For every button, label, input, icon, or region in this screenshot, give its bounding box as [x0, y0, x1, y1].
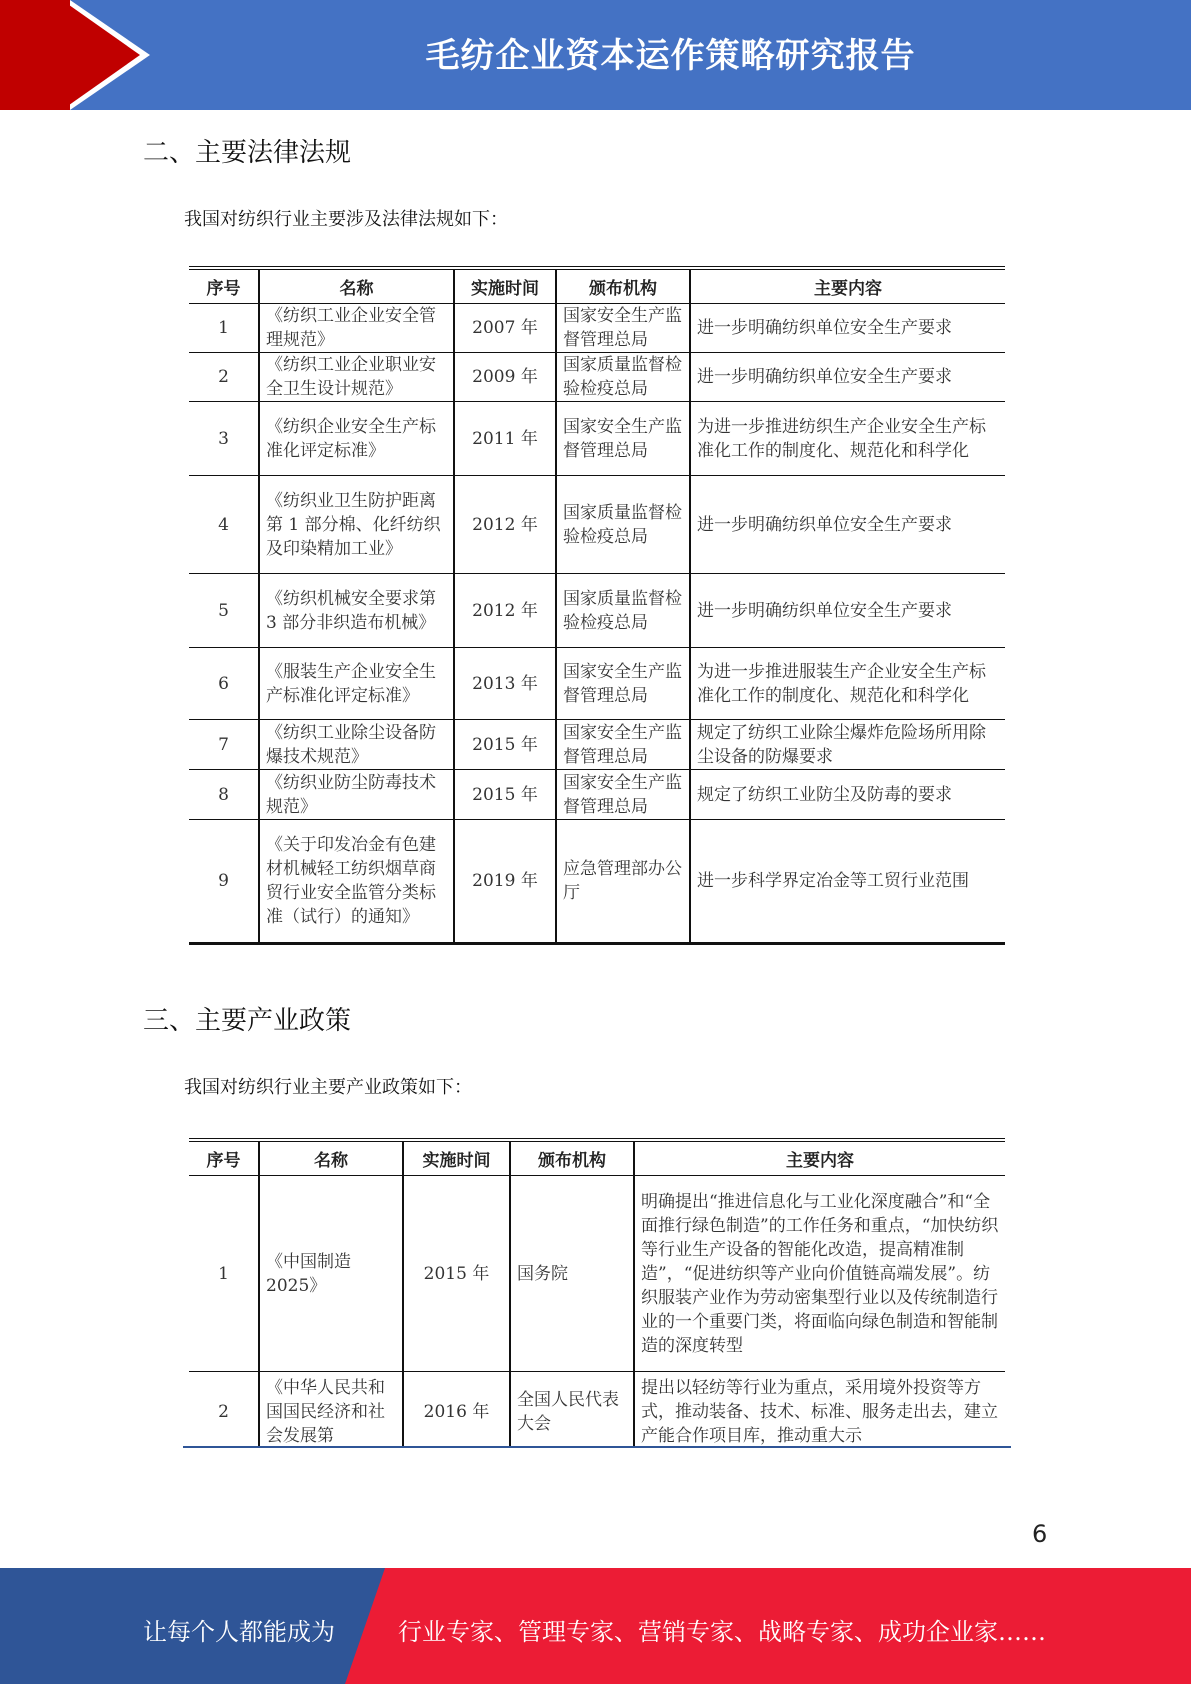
report-header	[0, 0, 1191, 110]
table-cell: 《关于印发冶金有色建材机械轻工纺织烟草商贸行业安全监管分类标准（试行）的通知》	[259, 820, 454, 944]
section-intro-laws: 我国对纺织行业主要涉及法律法规如下：	[184, 209, 508, 230]
table-row	[189, 1372, 1005, 1449]
table-cell: 国家质量监督检验检疫总局	[556, 476, 690, 574]
policies-table-clip	[189, 1138, 1005, 1448]
footer-slogan-right: 行业专家、管理专家、营销专家、战略专家、成功企业家……	[398, 1618, 1046, 1646]
table-cell: 国家质量监督检验检疫总局	[556, 353, 690, 402]
table-cell: 进一步明确纺织单位安全生产要求	[690, 574, 1005, 648]
table-cell: 《中国制造2025》	[259, 1176, 403, 1372]
table-cell: 5	[189, 574, 259, 648]
table-cell: 4	[189, 476, 259, 574]
table-row	[189, 770, 1005, 820]
table-header-cell: 颁布机构	[510, 1140, 634, 1176]
header-red-block	[0, 0, 70, 110]
table-cell: 1	[189, 1176, 259, 1372]
table-cell: 2	[189, 1372, 259, 1449]
section-intro-policies: 我国对纺织行业主要产业政策如下：	[184, 1077, 472, 1098]
table-cell: 国家安全生产监督管理总局	[556, 648, 690, 720]
table-cell: 提出以轻纺等行业为重点，采用境外投资等方式，推动装备、技术、标准、服务走出去，建立产能合作项目库，推动重大示	[641, 1377, 998, 1446]
report-footer	[0, 1568, 1191, 1684]
table-cell: 为进一步推进服装生产企业安全生产标准化工作的制度化、规范化和科学化	[690, 648, 1005, 720]
table-cell: 6	[189, 648, 259, 720]
table-header-cell: 序号	[189, 1140, 259, 1176]
table-cell: 为进一步推进纺织生产企业安全生产标准化工作的制度化、规范化和科学化	[690, 402, 1005, 476]
table-cell: 《中华人民共和国国民经济和社会发展第	[259, 1372, 403, 1449]
table-cell: 应急管理部办公厅	[556, 820, 690, 944]
report-title: 毛纺企业资本运作策略研究报告	[425, 36, 916, 76]
footer-blue-slant	[345, 1568, 385, 1684]
table-cell: 1	[189, 304, 259, 353]
table-cell: 8	[189, 770, 259, 820]
table-cell: 国家安全生产监督管理总局	[556, 770, 690, 820]
page-number: 6	[1032, 1520, 1048, 1548]
table-cell: 2011 年	[454, 402, 556, 476]
table-header-cell: 序号	[189, 268, 259, 304]
table-cell: 《服装生产企业安全生产标准化评定标准》	[259, 648, 454, 720]
table-header-cell: 名称	[259, 1140, 403, 1176]
table-row	[189, 720, 1005, 770]
table-cell: 2019 年	[454, 820, 556, 944]
table-cell: 《纺织业卫生防护距离第 1 部分棉、化纤纺织及印染精加工业》	[259, 476, 454, 574]
laws-table	[189, 266, 1005, 945]
table-cell: 2007 年	[454, 304, 556, 353]
table-row	[189, 574, 1005, 648]
table-header-cell: 实施时间	[454, 268, 556, 304]
table-header-cell: 主要内容	[690, 268, 1005, 304]
page-bottom-rule	[183, 1446, 1011, 1448]
table-cell: 国务院	[510, 1176, 634, 1372]
table-cell: 进一步明确纺织单位安全生产要求	[690, 304, 1005, 353]
table-row	[189, 353, 1005, 402]
table-header-cell: 颁布机构	[556, 268, 690, 304]
table-cell: 国家安全生产监督管理总局	[556, 402, 690, 476]
section-heading-policies: 三、主要产业政策	[143, 1006, 352, 1036]
table-cell: 2012 年	[454, 574, 556, 648]
table-cell: 进一步明确纺织单位安全生产要求	[690, 353, 1005, 402]
header-red-chevron	[62, 0, 140, 110]
table-cell: 规定了纺织工业除尘爆炸危险场所用除尘设备的防爆要求	[690, 720, 1005, 770]
table-cell: 规定了纺织工业防尘及防毒的要求	[690, 770, 1005, 820]
table-header-cell: 名称	[259, 268, 454, 304]
table-cell: 2	[189, 353, 259, 402]
table-cell: 《纺织业防尘防毒技术规范》	[259, 770, 454, 820]
table-cell: 2013 年	[454, 648, 556, 720]
table-row	[189, 1176, 1005, 1372]
table-cell: 3	[189, 402, 259, 476]
table-header-cell: 实施时间	[403, 1140, 510, 1176]
table-cell: 《纺织工业企业安全管理规范》	[259, 304, 454, 353]
table-cell: 9	[189, 820, 259, 944]
table-row	[189, 820, 1005, 944]
table-cell: 进一步科学界定冶金等工贸行业范围	[697, 871, 969, 891]
table-cell: 2012 年	[454, 476, 556, 574]
table-cell: 《纺织机械安全要求第 3 部分非织造布机械》	[259, 574, 454, 648]
table-cell: 全国人民代表大会	[510, 1372, 634, 1449]
table-cell: 2015 年	[454, 720, 556, 770]
table-cell: 2015 年	[454, 770, 556, 820]
footer-slogan-left: 让每个人都能成为	[143, 1618, 335, 1646]
table-row	[189, 304, 1005, 353]
table-row	[189, 476, 1005, 574]
table-cell: 2015 年	[403, 1176, 510, 1372]
table-cell: 《纺织工业除尘设备防爆技术规范》	[259, 720, 454, 770]
table-cell: 2009 年	[454, 353, 556, 402]
table-cell: 国家质量监督检验检疫总局	[556, 574, 690, 648]
table-cell: 国家安全生产监督管理总局	[556, 304, 690, 353]
table-cell: 明确提出“推进信息化与工业化深度融合”和“全面推行绿色制造”的工作任务和重点，“加快纺织等行业生产设备的智能化改造，提高精准制造”，“促进纺织等产业向价值链高端发展”。纺织服装产业作为劳动密集型行业以及传统制造行业的一个重要门类，将面临向绿色制造和智能制造的深度转型	[634, 1176, 1005, 1372]
policies-table	[189, 1138, 1005, 1448]
section-heading-laws: 二、主要法律法规	[143, 138, 352, 168]
table-row	[189, 402, 1005, 476]
table-cell: 《纺织工业企业职业安全卫生设计规范》	[259, 353, 454, 402]
table-cell: 《纺织企业安全生产标准化评定标准》	[259, 402, 454, 476]
table-cell: 7	[189, 720, 259, 770]
table-cell: 2016 年	[403, 1372, 510, 1449]
table-cell: 进一步明确纺织单位安全生产要求	[690, 476, 1005, 574]
table-header-cell: 主要内容	[634, 1140, 1005, 1176]
table-cell: 国家安全生产监督管理总局	[556, 720, 690, 770]
table-row	[189, 648, 1005, 720]
